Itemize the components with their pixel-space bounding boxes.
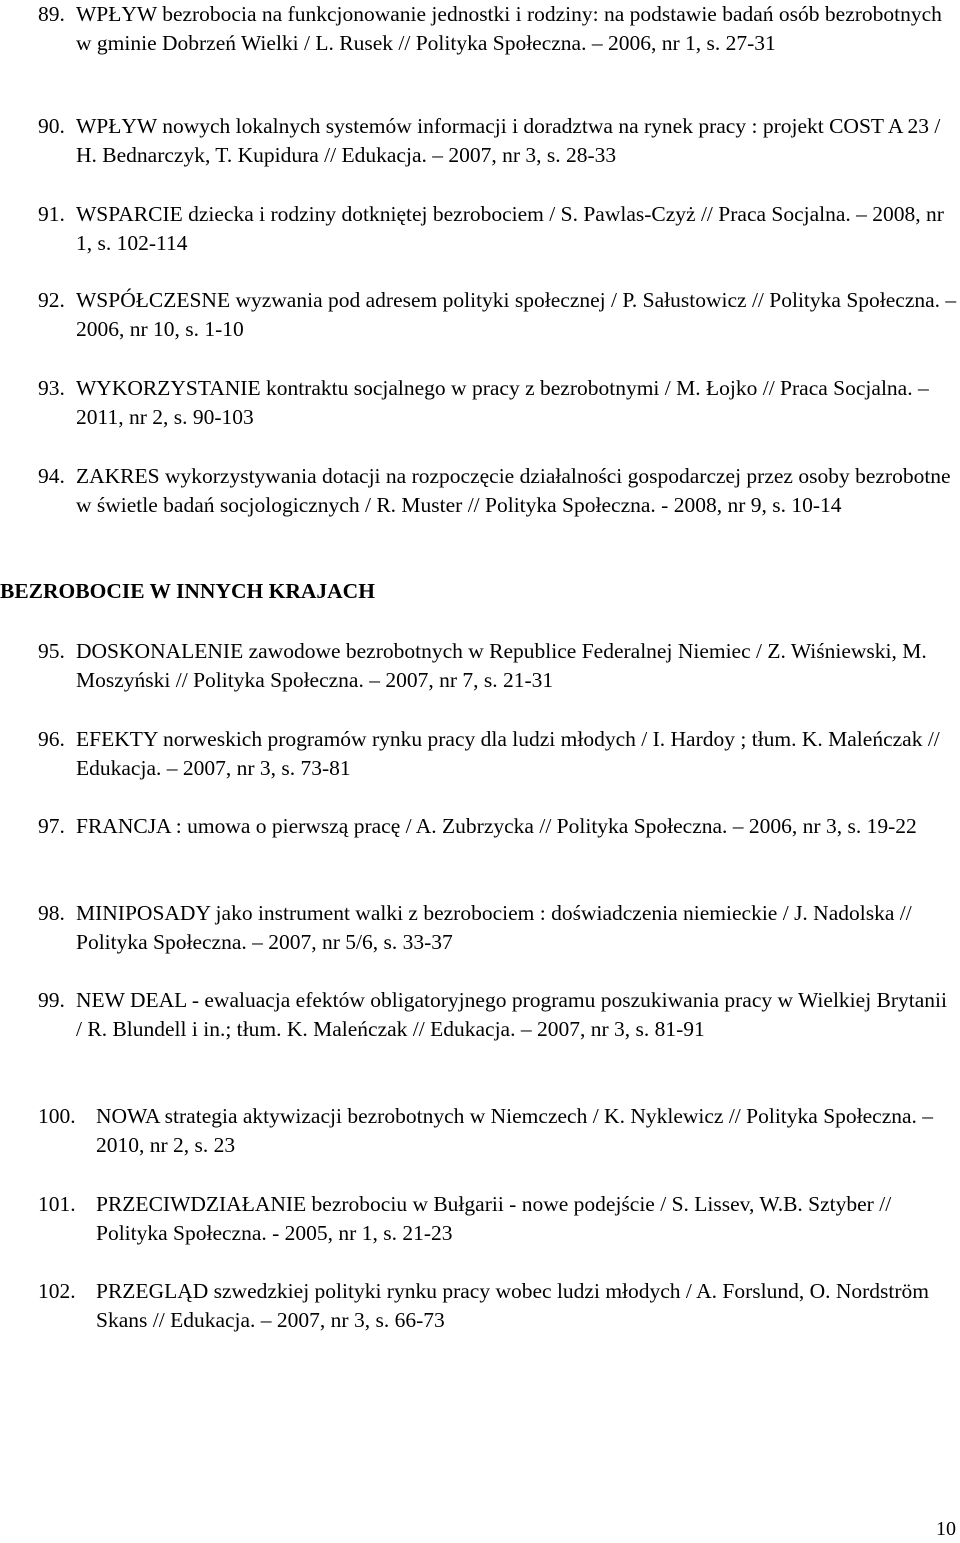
entry-number: 93. [38,376,65,400]
entry-number: 95. [38,639,65,663]
bibliography-entry-99 [38,986,958,1044]
section-heading: BEZROBOCIE W INNYCH KRAJACH [0,579,375,603]
entry-text: NEW DEAL - ewaluacja efektów obligatoryjnego programu poszukiwania pracy w Wielkiej Brytanii / R. Blundell i in.; tłum. K. Maleńczak // Edukacja. – 2007, nr 3, s. 81-91 [76,988,948,1041]
entry-number: 98. [38,901,65,925]
entry-text: NOWA strategia aktywizacji bezrobotnych w Niemczech / K. Nyklewicz // Polityka Społeczna. – 2010, nr 2, s. 23 [96,1104,934,1157]
entry-number: 102. [38,1279,76,1303]
entry-number: 100. [38,1104,76,1128]
bibliography-entry-97 [38,812,958,841]
bibliography-entry-90 [38,112,958,170]
bibliography-entry-101 [38,1190,958,1248]
entry-text: PRZECIWDZIAŁANIE bezrobociu w Bułgarii - nowe podejście / S. Lissev, W.B. Sztyber // Polityka Społeczna. - 2005, nr 1, s. 21-23 [96,1192,892,1245]
bibliography-entry-96 [38,725,958,783]
entry-text: FRANCJA : umowa o pierwszą pracę / A. Zubrzycka // Polityka Społeczna. – 2006, nr 3, s. 19-22 [76,814,917,838]
entry-text: ZAKRES wykorzystywania dotacji na rozpoczęcie działalności gospodarczej przez osoby bezrobotne w świetle badań socjologicznych / R. Muster // Polityka Społeczna. - 2008, nr 9, s. 10-14 [76,464,951,517]
entry-text: WPŁYW bezrobocia na funkcjonowanie jednostki i rodziny: na podstawie badań osób bezrobotnych w gminie Dobrzeń Wielki / L. Rusek // Polityka Społeczna. – 2006, nr 1, s. 27-31 [76,2,942,55]
bibliography-entry-92 [38,286,958,344]
bibliography-entry-100 [38,1102,958,1160]
page-number: 10 [936,1518,956,1540]
entry-text: WSPARCIE dziecka i rodziny dotkniętej bezrobociem / S. Pawlas-Czyż // Praca Socjalna. – 2008, nr 1, s. 102-114 [76,202,944,255]
entry-text: WYKORZYSTANIE kontraktu socjalnego w pracy z bezrobotnymi / M. Łojko // Praca Socjalna. – 2011, nr 2, s. 90-103 [76,376,929,429]
entry-text: WPŁYW nowych lokalnych systemów informacji i doradztwa na rynek pracy : projekt COST A 23 / H. Bednarczyk, T. Kupidura // Edukacja. – 2007, nr 3, s. 28-33 [76,114,941,167]
entry-number: 97. [38,814,65,838]
entry-number: 101. [38,1192,76,1216]
entry-number: 90. [38,114,65,138]
entry-text: DOSKONALENIE zawodowe bezrobotnych w Republice Federalnej Niemiec / Z. Wiśniewski, M. Moszyński // Polityka Społeczna. – 2007, nr 7, s. 21-31 [76,639,927,692]
entry-text: PRZEGLĄD szwedzkiej polityki rynku pracy wobec ludzi młodych / A. Forslund, O. Nordström Skans // Edukacja. – 2007, nr 3, s. 66-73 [96,1279,930,1332]
entry-number: 94. [38,464,65,488]
bibliography-entry-91 [38,200,958,258]
bibliography-entry-98 [38,899,958,957]
bibliography-entry-95 [38,637,958,695]
entry-text: EFEKTY norweskich programów rynku pracy dla ludzi młodych / I. Hardoy ; tłum. K. Maleńczak // Edukacja. – 2007, nr 3, s. 73-81 [76,727,940,780]
bibliography-entry-94 [38,462,958,520]
entry-number: 96. [38,727,65,751]
entry-number: 91. [38,202,65,226]
entry-number: 89. [38,2,65,26]
entry-text: MINIPOSADY jako instrument walki z bezrobociem : doświadczenia niemieckie / J. Nadolska // Polityka Społeczna. – 2007, nr 5/6, s. 33-37 [76,901,912,954]
bibliography-entry-89 [38,0,958,58]
entry-text: WSPÓŁCZESNE wyzwania pod adresem polityki społecznej / P. Sałustowicz // Polityka Społeczna. – 2006, nr 10, s. 1-10 [76,288,957,341]
bibliography-entry-93 [38,374,958,432]
entry-number: 99. [38,988,65,1012]
bibliography-entry-102 [38,1277,958,1335]
entry-number: 92. [38,288,65,312]
